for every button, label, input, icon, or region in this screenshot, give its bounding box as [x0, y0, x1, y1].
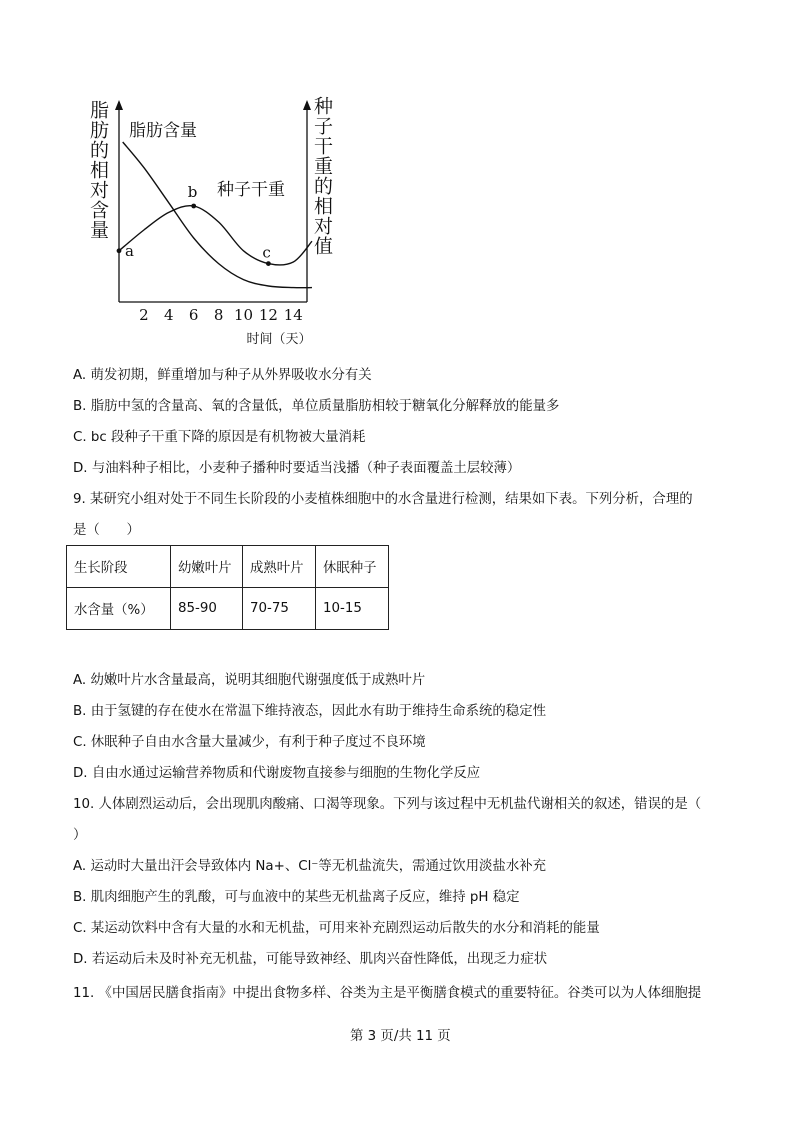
chart-ylabel-right: 种子干重的相对值 [311, 96, 333, 256]
x-tick-label: 4 [164, 306, 174, 324]
q9-option-a: A. 幼嫩叶片水含量最高，说明其细胞代谢强度低于成熟叶片 [73, 673, 426, 688]
x-tick-label: 2 [139, 306, 149, 324]
x-axis-label: 时间（天） [246, 332, 312, 347]
q10-stem-line2: ） [73, 828, 87, 843]
x-tick-label: 8 [213, 306, 224, 324]
q9-stem-line1: 9. 某研究小组对处于不同生长阶段的小麦植株细胞中的水含量进行检测，结果如下表。下列分析，合理的 [73, 492, 693, 507]
q11-stem-line1: 11. 《中国居民膳食指南》中提出食物多样、谷类为主是平衡膳食模式的重要特征。谷类可以为人体细胞提 [73, 986, 702, 1001]
table-header-row [67, 546, 389, 588]
q10-option-c: C. 某运动饮料中含有大量的水和无机盐，可用来补充剧烈运动后散失的水分和消耗的能量 [73, 921, 600, 936]
table-cell: 生长阶段 [67, 546, 171, 588]
table-cell: 成熟叶片 [243, 546, 316, 588]
q10-option-a: A. 运动时大量出汗会导致体内 Na+、Cl⁻等无机盐流失，需通过饮用淡盐水补充 [73, 859, 546, 874]
point-label-b: b [187, 183, 198, 201]
y-axis-right-arrow [303, 100, 311, 110]
q8-option-a: A. 萌发初期，鲜重增加与种子从外界吸收水分有关 [73, 368, 372, 383]
fat-content-series-label: 脂肪含量 [129, 121, 197, 141]
point-c [266, 261, 271, 266]
dry-weight-curve [119, 206, 312, 265]
q10-stem-line1: 10. 人体剧烈运动后，会出现肌肉酸痛、口渴等现象。下列与该过程中无机盐代谢相关的叙述，错误的是（ [73, 797, 702, 812]
page-footer: 第 3 页/共 11 页 [350, 1029, 451, 1044]
q8-option-c: C. bc 段种子干重下降的原因是有机物被大量消耗 [73, 430, 366, 445]
table-cell: 水含量（%） [67, 588, 171, 630]
point-b [191, 204, 196, 209]
table-cell: 休眠种子 [316, 546, 389, 588]
q8-option-b: B. 脂肪中氢的含量高、氧的含量低，单位质量脂肪相较于糖氧化分解释放的能量多 [73, 399, 560, 414]
q9-stem-line2: 是（ ） [73, 523, 140, 538]
table-cell: 10-15 [316, 588, 389, 630]
chart-ylabel-left: 脂肪的相对含量 [87, 100, 109, 240]
y-axis-left-arrow [115, 100, 123, 110]
table-cell: 85-90 [171, 588, 243, 630]
table-cell: 幼嫩叶片 [171, 546, 243, 588]
q10-option-d: D. 若运动后未及时补充无机盐，可能导致神经、肌肉兴奋性降低，出现乏力症状 [73, 952, 548, 967]
point-label-a: a [125, 241, 134, 260]
water-content-table [66, 545, 389, 630]
q9-option-b: B. 由于氢键的存在使水在常温下维持液态，因此水有助于维持生命系统的稳定性 [73, 704, 546, 719]
x-tick-label: 12 [258, 306, 278, 324]
point-label-c: c [262, 243, 271, 262]
q9-option-c: C. 休眠种子自由水含量大量减少，有利于种子度过不良环境 [73, 735, 426, 750]
point-a [117, 248, 122, 253]
q9-option-d: D. 自由水通过运输营养物质和代谢废物直接参与细胞的生物化学反应 [73, 766, 481, 781]
fat-and-dry-weight-chart [86, 92, 336, 352]
table-cell: 70-75 [243, 588, 316, 630]
x-tick-label: 6 [188, 306, 199, 324]
table-row [67, 588, 389, 630]
x-tick-label: 10 [233, 306, 254, 324]
dry-weight-series-label: 种子干重 [217, 180, 285, 200]
q8-option-d: D. 与油料种子相比，小麦种子播种时要适当浅播（种子表面覆盖土层较薄） [73, 461, 521, 476]
fat-content-curve [123, 142, 312, 288]
x-tick-label: 14 [283, 306, 303, 324]
q10-option-b: B. 肌肉细胞产生的乳酸，可与血液中的某些无机盐离子反应，维持 pH 稳定 [73, 890, 520, 905]
